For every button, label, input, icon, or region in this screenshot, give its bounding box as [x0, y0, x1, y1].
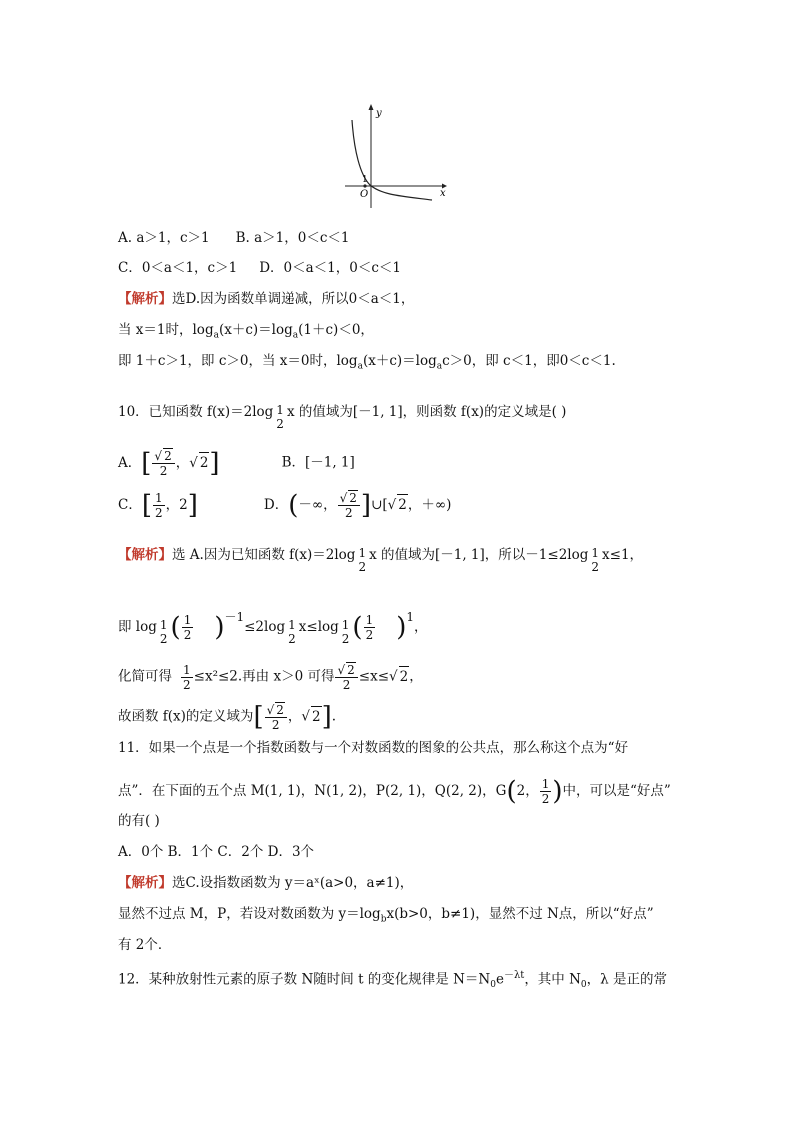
q10-solution-line1: 【解析】选 A.因为已知函数 f(x)＝2log 1 2 x 的值域为[－1, 1]，所以－1≤2log 1 2 x≤1， [118, 546, 644, 574]
q12-stem: 12．某种放射性元素的原子数 N随时间 t 的变化规律是 $N=N_0e^{-\lambda t}$，其中 $N_0$，λ 是正的常 [118, 970, 668, 991]
q9-options-row2 [118, 258, 401, 278]
q9-solution-line3: 即 1＋c＞1，即 c＞0，当 x＝0时，$\log_a(x+c)=\log_ac>0$，即 c＜1，即0＜c＜1. [118, 353, 616, 372]
q10-solution-line4: 故函数 f(x)的定义域为[ $\frac{√ 2}{2}$ ，√ 2]. [118, 702, 337, 732]
q9-solution-line2: 当 x＝1时，$\log_a(x+c)=\log_a(1+c)<0$， [118, 322, 374, 341]
q9-solution-text: 选D.因为函数单调递减，所以0＜a＜1， [172, 291, 415, 307]
function-graph [340, 100, 450, 210]
q10-solution-line3: 化简可得 $\frac{1}{2}$ ≤x²≤2.再由 x＞0 可得 $\frac{√ 2}{2}$ ≤x≤√ 2， [118, 662, 423, 692]
q11-solution-line2: 显然不过点 M，P，若设对数函数为 $y=\log_bx(b>0$，b≠1)，显然不过 N点，所以“好点” [118, 906, 654, 925]
q11-stem-line2: 点”．在下面的五个点 M(1, 1)，N(1, 2)，P(2, 1)，Q(2, 2)，G(2， $\frac{1}{2}$ )中，可以是“好点” [118, 776, 671, 807]
q11-stem-line1: 11．如果一个点是一个指数函数与一个对数函数的图象的公共点，那么称这个点为“好 [118, 740, 629, 756]
q9-option-c[interactable]: C．0＜a＜1，c＞1 [118, 260, 238, 276]
q10-option-d[interactable]: D．(－∞， $\frac{√ 2}{2}$ ]∪[√ 2，＋∞) [263, 490, 452, 520]
q9-option-a[interactable]: A. a＞1，c＞1 [118, 230, 210, 246]
q9-options-row1 [118, 228, 350, 248]
origin-label: O [360, 189, 369, 200]
x-axis-label: x [440, 188, 446, 199]
q10-option-a[interactable]: A．[ $\frac{√ 2}{2}$ ，√ 2] [118, 448, 220, 478]
x-axis [345, 184, 447, 189]
one-label: 1 [362, 175, 368, 185]
q10-options-row1 [118, 448, 355, 478]
decreasing-curve [352, 120, 432, 200]
y-axis-label: y [376, 108, 382, 119]
q11-solution-line1: 【解析】选C.设指数函数为 y＝aˣ(a>0，a≠1)， [118, 875, 414, 891]
q11-stem-line3: 的有( ) [118, 813, 160, 829]
q9-solution-line1 [118, 289, 414, 309]
q10-option-c[interactable]: C．[ $\frac{1}{2}$ ，2] [118, 490, 198, 520]
q9-solution-tag: 【解析】 [118, 291, 172, 307]
q10-solution-line2: 即 log 1 2 ( $\frac{1}{2}$ )$^{-1}$≤2log 1 2 x≤log 1 2 ( $\frac{1}{2}$ )$^1$， [118, 610, 428, 646]
q10-solution-tag: 【解析】 [118, 547, 172, 563]
q11-solution-tag: 【解析】 [118, 875, 172, 891]
q10-option-b[interactable]: B．[－1, 1] [281, 454, 355, 471]
q9-option-b[interactable]: B. a＞1，0＜c＜1 [235, 230, 350, 246]
q11-solution-line3: 有 2个． [118, 937, 172, 953]
q11-options[interactable]: A．0个 B．1个 C．2个 D．3个 [118, 844, 315, 860]
q10-options-row2 [118, 490, 451, 520]
q10-stem: 10．已知函数 f(x)＝2log 1 2 x 的值域为[－1, 1]，则函数 f(x)的定义域是( ) [118, 403, 567, 431]
q9-option-d[interactable]: D．0＜a＜1，0＜c＜1 [259, 260, 402, 276]
y-axis [369, 104, 374, 208]
